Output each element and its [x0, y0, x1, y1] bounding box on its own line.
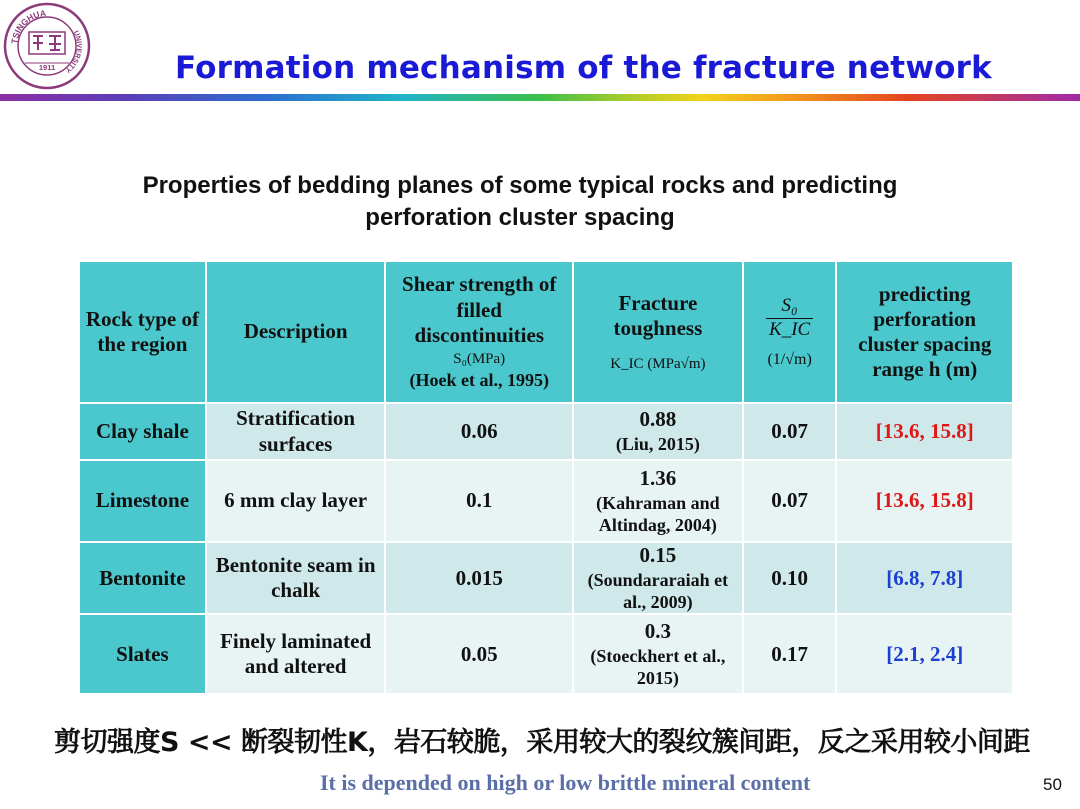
- table-caption-line-2: perforation cluster spacing: [365, 204, 675, 231]
- description-cell: Bentonite seam in chalk: [206, 542, 386, 614]
- header-shear-ref: (Hoek et al., 1995): [409, 369, 549, 390]
- rock-type-cell: Bentonite: [79, 542, 206, 614]
- header-spacing-label: predicting perforation cluster spacing range h (m): [858, 281, 992, 382]
- university-seal-logo: [3, 2, 91, 90]
- header-description-label: Description: [243, 319, 348, 344]
- toughness-value: 0.88: [639, 407, 677, 432]
- logo-year: 1911: [38, 63, 56, 72]
- table-row: [79, 460, 1013, 542]
- shear-cell: 0.05: [385, 614, 573, 694]
- spacing-cell: [13.6, 15.8]: [836, 460, 1013, 542]
- toughness-cell: [573, 403, 743, 460]
- rock-type-cell: Slates: [79, 614, 206, 694]
- table-row: [79, 403, 1013, 460]
- rock-type-cell: Limestone: [79, 460, 206, 542]
- toughness-ref: (Stoeckhert et al., 2015): [590, 646, 726, 688]
- table-header-row: [79, 261, 1013, 403]
- spacing-cell: [6.8, 7.8]: [836, 542, 1013, 614]
- header-ratio-unit: (1/√m): [767, 350, 812, 368]
- toughness-cell: [573, 460, 743, 542]
- header-rock-type-label: Rock type of the region: [85, 306, 199, 356]
- description-cell: Stratification surfaces: [206, 403, 386, 460]
- logo-right-text: UNIVERSITY: [63, 29, 83, 74]
- table-row: [79, 542, 1013, 614]
- toughness-value: 0.3: [644, 619, 672, 644]
- logo-top-text: TSINGHUA: [9, 7, 47, 45]
- spacing-cell: [13.6, 15.8]: [836, 403, 1013, 460]
- header-toughness-label: Fracture toughness: [613, 290, 703, 340]
- rock-properties-table: [78, 260, 1014, 695]
- toughness-value: 0.15: [639, 543, 677, 567]
- ratio-fraction: [766, 295, 813, 342]
- toughness-cell: [573, 542, 743, 614]
- ratio-numerator: S₀: [766, 295, 813, 319]
- header-shear-strength: [385, 261, 573, 403]
- ratio-cell: 0.17: [743, 614, 837, 694]
- header-spacing: [836, 261, 1013, 403]
- ratio-cell: 0.07: [743, 403, 837, 460]
- page-title: Formation mechanism of the fracture network: [175, 50, 992, 86]
- header-shear-unit: S₀(MPa): [453, 350, 506, 367]
- description-cell: 6 mm clay layer: [206, 460, 386, 542]
- rock-type-cell: Clay shale: [79, 403, 206, 460]
- description-cell: Finely laminated and altered: [206, 614, 386, 694]
- header-description: [206, 261, 386, 403]
- shear-cell: 0.1: [385, 460, 573, 542]
- ratio-denominator: K_IC: [769, 318, 811, 340]
- spacing-cell: [2.1, 2.4]: [836, 614, 1013, 694]
- toughness-cell: [573, 614, 743, 694]
- title-divider: [0, 94, 1080, 101]
- header-fracture-toughness: [573, 261, 743, 403]
- shear-cell: 0.06: [385, 403, 573, 460]
- shear-cell: 0.015: [385, 542, 573, 614]
- toughness-value: 1.36: [639, 465, 677, 490]
- toughness-ref: (Soundararaiah et al., 2009): [587, 570, 729, 612]
- header-rock-type: [79, 261, 206, 403]
- conclusion-note: 剪切强度S << 断裂韧性K，岩石较脆，采用较大的裂纹簇间距，反之采用较小间距: [54, 727, 1030, 758]
- toughness-ref: (Liu, 2015): [615, 434, 700, 455]
- header-shear-label: Shear strength of filled discontinuities: [402, 272, 557, 347]
- page-number: 50: [1043, 775, 1062, 794]
- header-toughness-unit: K_IC (MPa√m): [610, 356, 706, 373]
- toughness-ref: (Kahraman and Altindag, 2004): [596, 493, 720, 535]
- table-row: [79, 614, 1013, 694]
- footer-note: It is depended on high or low brittle mineral content: [320, 770, 811, 795]
- ratio-cell: 0.07: [743, 460, 837, 542]
- table-caption-line-1: Properties of bedding planes of some typical rocks and predicting: [142, 172, 898, 199]
- header-ratio: [743, 261, 837, 403]
- ratio-cell: 0.10: [743, 542, 837, 614]
